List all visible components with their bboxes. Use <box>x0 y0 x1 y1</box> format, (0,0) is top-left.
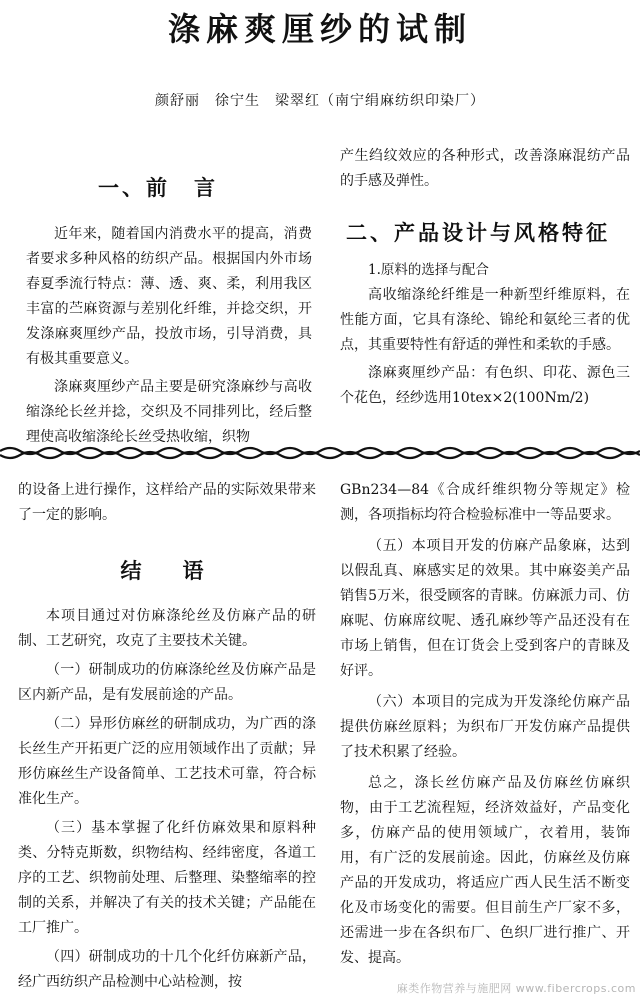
text-line: 提供了技术积累了经验。 <box>340 719 631 760</box>
list-item <box>18 658 316 708</box>
text-line: 的优点，其重要特性有舒适的弹性和柔软的 <box>340 312 631 353</box>
paragraph <box>18 604 316 654</box>
text-line: 贡献；异形仿麻丝生产设备简单、工艺技术 <box>18 741 317 782</box>
text-line: 研制、工艺研究，攻克了主要技术关键。 <box>18 608 316 649</box>
list-item <box>18 712 316 812</box>
text-line: 求。 <box>592 507 620 523</box>
text-line: 品还没有在市场上销售，但在订货会上受到 <box>340 613 631 654</box>
text-line: 经后整理使高收缩涤纶长丝受热收缩，织物 <box>26 404 313 445</box>
paragraph <box>26 375 312 450</box>
text-line: 关键；产品能在工厂推广。 <box>18 895 317 936</box>
text-line: 产品销售5万米，很受顾客的青睐。仿麻派 <box>340 563 631 604</box>
text-line: 的涤长丝生产开拓更广泛的应用领域作出了 <box>18 716 317 757</box>
wavy-divider <box>0 441 640 465</box>
text-line: 种类、分特克斯数，织物结构、经纬密度， <box>18 820 316 861</box>
text-line: （三）基本掌握了化纤仿麻效果和原料 <box>46 820 302 836</box>
text-line: 高收缩涤纶长丝并捻，交织及不同排列比， <box>26 379 313 420</box>
text-line: 费者要求多种风格的纺织产品。根据国内外 <box>26 226 312 267</box>
paragraph <box>340 478 630 528</box>
text-line: 品，经广西纺织产品检测中心站检测，按 <box>18 949 317 990</box>
paragraph <box>340 771 630 971</box>
text-line: 手感。 <box>578 337 620 353</box>
paragraph <box>340 283 630 358</box>
text-line: 市场春夏季流行特点：薄、透、爽、柔，利 <box>26 251 313 292</box>
text-line: 的设备上进行操作，这样给产品的实际效果 <box>18 482 288 498</box>
article-title: 涤麻爽厘纱的试制 <box>167 10 472 48</box>
text-line: 仿麻产品的开发成功，将适应广西人民生活 <box>340 850 631 891</box>
text-line: 到以假乱真、麻感实足的效果。其中麻姿美 <box>340 538 630 579</box>
text-line: 品提供仿麻丝原料；为织布厂开发仿麻产品 <box>340 694 630 735</box>
text-line: 近年来，随着国内消费水平的提高，消 <box>54 226 298 242</box>
text-line: 品的手感及弹性。 <box>340 148 630 189</box>
text-line: 交织，开发涤麻爽厘纱产品，投放市场，引 <box>26 301 313 342</box>
watermark: 麻类作物营养与施肥网 www.fibercrops.com <box>396 982 636 995</box>
text-line: GBn234—84《合成纤维织物分等规定》检 <box>340 482 630 498</box>
text-line: （五）本项目开发的仿麻产品象麻，达 <box>368 538 616 554</box>
top-right-column <box>340 144 630 411</box>
text-line: 各道工序的工艺、织物前处理、后整理、染 <box>18 845 317 886</box>
text-line: 饰用，有广泛的发展前途。因此，仿麻丝及 <box>340 825 630 866</box>
section-heading-design: 二、产品设计与风格特征 <box>346 221 610 245</box>
text-line: 行推广、开发、提高。 <box>340 925 631 966</box>
text-line: 品是区内新产品，是有发展前途的产品。 <box>18 662 317 703</box>
bottom-right-column <box>340 478 630 971</box>
text-line: 本项目通过对仿麻涤纶丝及仿麻产品的 <box>46 608 302 624</box>
text-line: 总之，涤长丝仿麻产品及仿麻丝仿麻织 <box>368 775 630 791</box>
text-line: 化多，仿麻产品的使用领域广，衣着用，装 <box>340 800 630 841</box>
text-line: （一）研制成功的仿麻涤纶丝及仿麻产 <box>46 662 288 678</box>
text-line: 测，各项指标均符合检验标准中一等品要 <box>340 507 592 523</box>
text-line: 涤麻爽厘纱产品：有色织、印花、源色 <box>368 365 616 381</box>
text-line: 用我区丰富的苎麻资源与差别化纤维，并捻 <box>26 276 313 317</box>
paragraph <box>340 144 630 194</box>
paragraph <box>340 361 630 411</box>
list-item <box>18 816 316 941</box>
text-line: 家不多，还需进一步在各织布厂、色织厂进 <box>340 900 631 941</box>
paragraph <box>18 478 316 528</box>
subheading: 1.原料的选择与配合 <box>368 262 489 278</box>
text-line: 不断变化及市场变化的需要。但目前生产厂 <box>340 875 631 916</box>
text-line: 带来了一定的影响。 <box>18 482 317 523</box>
text-line: 在性能方面，它具有涤纶、锦纶和氨纶三者 <box>340 287 630 328</box>
text-line: （六）本项目的完成为开发涤纶仿麻产 <box>368 694 616 710</box>
text-line: 产生绉纹效应的各种形式，改善涤麻混纺产 <box>340 148 616 164</box>
list-item <box>340 690 630 765</box>
section-heading-conclusion: 结 语 <box>120 559 214 583</box>
text-line: （二）异形仿麻丝的研制成功，为广西 <box>46 716 288 732</box>
section-heading-preface: 一、前 言 <box>98 176 218 200</box>
bottom-left-column <box>18 478 316 995</box>
list-item <box>340 534 630 684</box>
list-item <box>18 945 316 995</box>
top-left-column <box>26 168 312 450</box>
text-line: 导消费，具有极其重要意义。 <box>26 326 313 367</box>
text-line: 力司、仿麻呢、仿麻席纹呢、透孔麻纱等产 <box>340 588 631 629</box>
paragraph <box>26 222 312 372</box>
article-authors: 颜舒丽 徐宁生 梁翠红（南宁绢麻纺织印染厂） <box>155 93 485 109</box>
text-line: 三个花色，经纱选用10tex×2(100Nm/2) <box>340 365 630 406</box>
text-line: 客户的青睐及好评。 <box>340 638 631 679</box>
text-line: （四）研制成功的十几个化纤仿麻新产 <box>46 949 288 965</box>
text-line: 高收缩涤纶纤维是一种新型纤维原料， <box>368 287 616 303</box>
text-line: 涤麻爽厘纱产品主要是研究涤麻纱与 <box>54 379 284 395</box>
text-line: 物，由于工艺流程短，经济效益好，产品变 <box>340 800 616 816</box>
text-line: 可靠，符合标准化生产。 <box>18 766 316 807</box>
text-line: 整缩率的控制的关系，并解决了有关的技术 <box>18 870 317 911</box>
